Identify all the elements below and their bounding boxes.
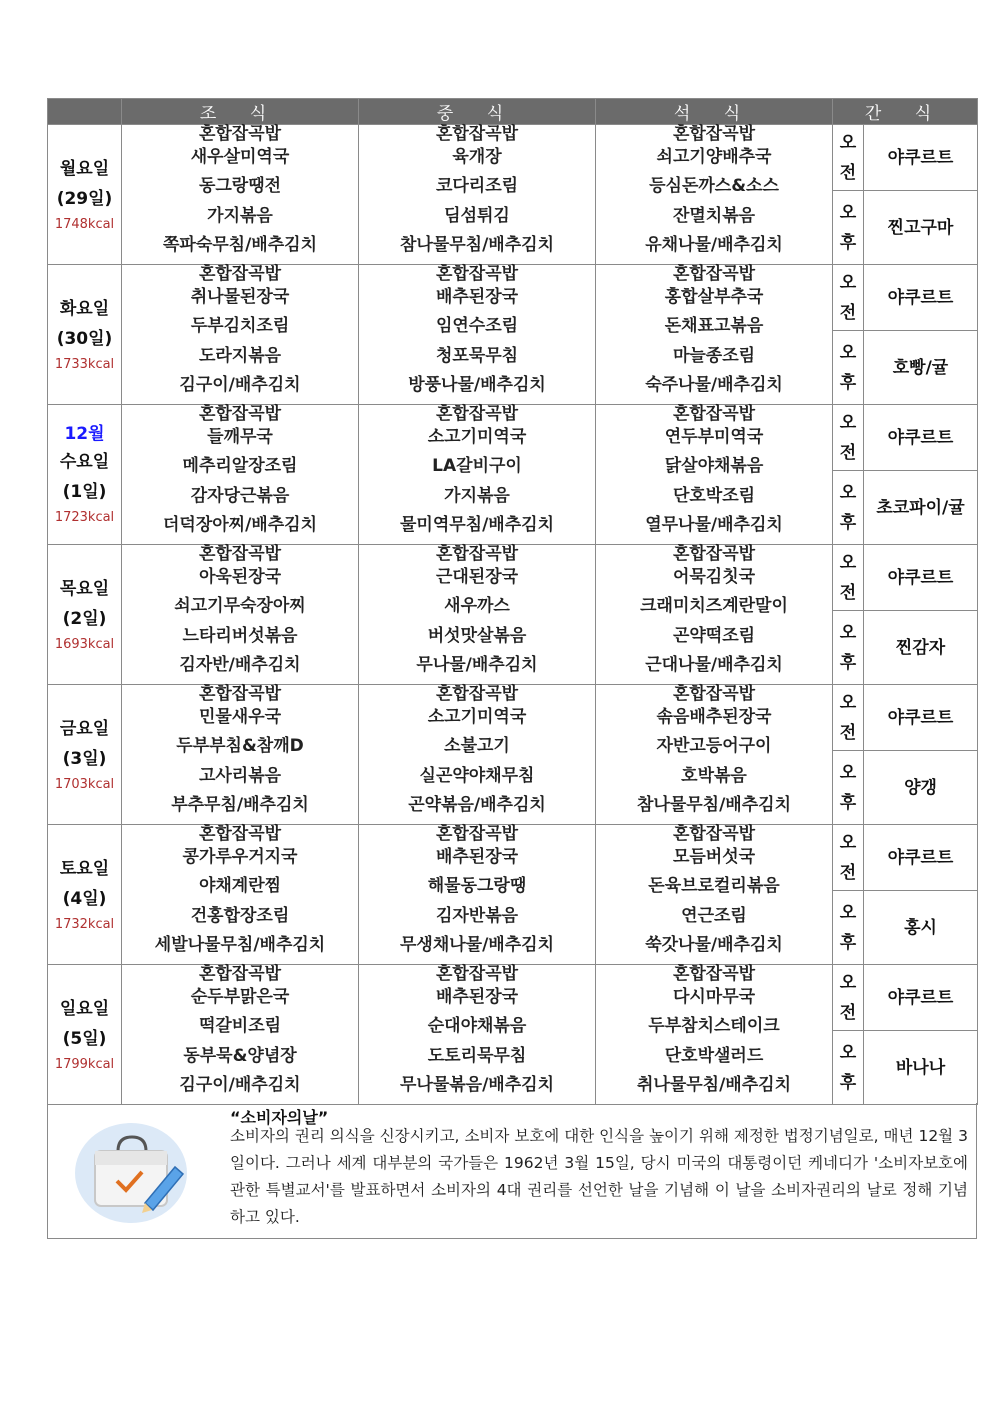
- lunch-cell: [359, 405, 596, 545]
- snack-pm: 찐감자: [864, 611, 978, 685]
- menu-item: 다시마무국: [672, 987, 756, 1007]
- consumer-day-note: [47, 1103, 977, 1239]
- menu-item: 잔멸치볶음: [672, 205, 756, 226]
- day-name: 금요일: [59, 718, 110, 739]
- menu-item: 혼합잡곡밥: [672, 684, 756, 704]
- day-cell: [48, 685, 122, 825]
- menu-item: 야채계란찜: [198, 876, 282, 897]
- menu-body: [48, 125, 978, 1105]
- lunch-cell: [359, 685, 596, 825]
- day-row: [48, 685, 978, 751]
- day-kcal: 1733kcal: [54, 356, 115, 372]
- day-name: 토요일: [59, 858, 110, 879]
- period-am: 오전: [833, 545, 864, 611]
- menu-item: 연두부미역국: [664, 427, 764, 447]
- header-row: [48, 99, 978, 125]
- breakfast-cell: [122, 685, 359, 825]
- menu-item: 민물새우국: [198, 707, 282, 727]
- menu-item: 소불고기: [444, 736, 510, 757]
- day-cell: [48, 405, 122, 545]
- menu-item: 혼합잡곡밥: [198, 264, 282, 284]
- menu-item: 부추무침/배추김치: [171, 795, 309, 816]
- menu-item: 들깨무국: [207, 427, 273, 447]
- menu-item: 혼합잡곡밥: [198, 684, 282, 704]
- menu-item: 곤약떡조림: [672, 625, 756, 646]
- menu-item: 모듬버섯국: [672, 847, 756, 867]
- menu-item: 느타리버섯볶음: [182, 625, 298, 646]
- snack-am: 야쿠르트: [864, 265, 978, 331]
- menu-item: 쑥갓나물/배추김치: [645, 935, 783, 956]
- dinner-cell: [596, 685, 833, 825]
- menu-item: 새우살미역국: [190, 147, 290, 167]
- period-pm: 오후: [833, 471, 864, 545]
- menu-item: 무나물볶음/배추김치: [399, 1075, 554, 1096]
- day-name: 수요일: [59, 451, 110, 472]
- menu-item: 곤약볶음/배추김치: [408, 795, 546, 816]
- period-am: 오전: [833, 685, 864, 751]
- menu-item: LA갈비구이: [432, 456, 522, 477]
- menu-item: 해물동그랑땡: [427, 876, 527, 897]
- menu-item: 가지볶음: [207, 205, 273, 226]
- period-pm: 오후: [833, 1031, 864, 1105]
- menu-item: 닭살야채볶음: [664, 456, 764, 477]
- breakfast-cell: [122, 965, 359, 1105]
- day-row: [48, 125, 978, 191]
- menu-item: 단호박샐러드: [664, 1045, 764, 1066]
- day-kcal: 1799kcal: [54, 1056, 115, 1072]
- period-pm: 오후: [833, 331, 864, 405]
- menu-item: 돈채표고볶음: [664, 316, 764, 337]
- shopping-bag-checklist-icon: [73, 1121, 193, 1226]
- day-row: [48, 405, 978, 471]
- menu-item: 유채나물/배추김치: [645, 235, 783, 256]
- menu-item: 혼합잡곡밥: [435, 544, 519, 564]
- menu-item: 동부묵&양념장: [183, 1045, 297, 1066]
- breakfast-cell: [122, 265, 359, 405]
- menu-item: 코다리조림: [435, 176, 519, 197]
- menu-item: 도토리묵무침: [427, 1045, 527, 1066]
- menu-item: 김구이/배추김치: [179, 375, 301, 396]
- menu-item: 돈육브로컬리볶음: [648, 876, 780, 897]
- note-text: 소비자의 권리 의식을 신장시키고, 소비자 보호에 대한 인식을 높이기 위해 제정한 법정기념일로, 매년 12월 3일이다. 그러나 세계 대부분의 국가들은 1962년 3월 15일, 당시 미국의 대통령이던 케네디가 '소비자보호에 관한 특별교서'를 발표하면서 소비자의 4대 권리를 선언한 날을 기념해 이 날을 소비자권리의 날로 정해 기념하고 있다.: [230, 1127, 968, 1226]
- period-am: 오전: [833, 265, 864, 331]
- day-date: (3일): [62, 748, 107, 769]
- lunch-cell: [359, 965, 596, 1105]
- menu-item: 등심돈까스&소스: [649, 176, 779, 197]
- menu-item: 혼합잡곡밥: [672, 264, 756, 284]
- day-date: (30일): [56, 328, 113, 349]
- menu-item: 새우까스: [444, 596, 510, 617]
- menu-item: 호박볶음: [681, 765, 747, 786]
- header-day: [48, 99, 122, 125]
- menu-item: 혼합잡곡밥: [198, 824, 282, 844]
- menu-item: 두부참치스테이크: [648, 1016, 780, 1037]
- menu-item: 배추된장국: [435, 287, 519, 307]
- menu-item: 고사리볶음: [198, 765, 282, 786]
- period-am: 오전: [833, 965, 864, 1031]
- note-title: “소비자의날”: [230, 1108, 329, 1127]
- menu-item: 순대야채볶음: [427, 1016, 527, 1037]
- menu-item: 김자반볶음: [435, 905, 519, 926]
- weekly-menu-table: [47, 98, 978, 1105]
- menu-item: 메추리알장조림: [182, 456, 298, 477]
- menu-item: 혼합잡곡밥: [198, 544, 282, 564]
- day-cell: [48, 965, 122, 1105]
- period-am: 오전: [833, 125, 864, 191]
- menu-item: 배추된장국: [435, 987, 519, 1007]
- menu-item: 소고기미역국: [427, 427, 527, 447]
- day-row: [48, 965, 978, 1031]
- menu-item: 혼합잡곡밥: [435, 824, 519, 844]
- period-pm: 오후: [833, 611, 864, 685]
- menu-item: 혼합잡곡밥: [435, 404, 519, 424]
- day-row: [48, 825, 978, 891]
- menu-item: 혼합잡곡밥: [435, 124, 519, 144]
- period-am: 오전: [833, 405, 864, 471]
- menu-item: 순두부맑은국: [190, 987, 290, 1007]
- menu-item: 아욱된장국: [198, 567, 282, 587]
- menu-item: 혼합잡곡밥: [435, 684, 519, 704]
- menu-item: 혼합잡곡밥: [435, 264, 519, 284]
- breakfast-cell: [122, 825, 359, 965]
- day-row: [48, 545, 978, 611]
- period-pm: 오후: [833, 891, 864, 965]
- snack-pm: 호빵/귤: [864, 331, 978, 405]
- snack-pm: 찐고구마: [864, 191, 978, 265]
- menu-item: 건홍합장조림: [190, 905, 290, 926]
- day-cell: [48, 825, 122, 965]
- breakfast-cell: [122, 545, 359, 685]
- menu-item: 더덕장아찌/배추김치: [162, 515, 317, 536]
- snack-pm: 초코파이/귤: [864, 471, 978, 545]
- lunch-cell: [359, 265, 596, 405]
- snack-am: 야쿠르트: [864, 405, 978, 471]
- header-snack: 간 식: [833, 99, 978, 125]
- lunch-cell: [359, 825, 596, 965]
- menu-item: 어묵김칫국: [672, 567, 756, 587]
- menu-item: 자반고등어구이: [656, 736, 772, 757]
- menu-item: 두부부침&참깨D: [176, 736, 304, 757]
- header-lunch: 중 식: [359, 99, 596, 125]
- menu-item: 단호박조림: [672, 485, 756, 506]
- day-kcal: 1748kcal: [54, 216, 115, 232]
- day-cell: [48, 265, 122, 405]
- snack-pm: 홍시: [864, 891, 978, 965]
- menu-item: 참나물무침/배추김치: [399, 235, 554, 256]
- menu-item: 쪽파숙무침/배추김치: [162, 235, 317, 256]
- snack-am: 야쿠르트: [864, 685, 978, 751]
- menu-item: 근대된장국: [435, 567, 519, 587]
- menu-item: 임연수조림: [435, 316, 519, 337]
- menu-item: 김자반/배추김치: [179, 655, 301, 676]
- snack-pm: 양갱: [864, 751, 978, 825]
- menu-item: 마늘종조림: [672, 345, 756, 366]
- day-date: (29일): [56, 188, 113, 209]
- day-name: 월요일: [59, 158, 110, 179]
- day-cell: [48, 545, 122, 685]
- month-label: 12월: [64, 423, 105, 444]
- menu-item: 취나물무침/배추김치: [636, 1075, 791, 1096]
- menu-item: 무생채나물/배추김치: [399, 935, 554, 956]
- menu-item: 감자당근볶음: [190, 485, 290, 506]
- menu-item: 혼합잡곡밥: [198, 124, 282, 144]
- menu-item: 크래미치즈계란말이: [640, 596, 788, 617]
- day-kcal: 1693kcal: [54, 636, 115, 652]
- dinner-cell: [596, 825, 833, 965]
- day-name: 목요일: [59, 578, 110, 599]
- dinner-cell: [596, 125, 833, 265]
- breakfast-cell: [122, 125, 359, 265]
- menu-item: 도라지볶음: [198, 345, 282, 366]
- menu-item: 혼합잡곡밥: [672, 124, 756, 144]
- period-pm: 오후: [833, 751, 864, 825]
- snack-pm: 바나나: [864, 1031, 978, 1105]
- period-pm: 오후: [833, 191, 864, 265]
- menu-item: 연근조림: [681, 905, 747, 926]
- menu-item: 혼합잡곡밥: [672, 544, 756, 564]
- menu-item: 숙주나물/배추김치: [645, 375, 783, 396]
- day-name: 화요일: [59, 298, 110, 319]
- day-kcal: 1732kcal: [54, 916, 115, 932]
- day-date: (2일): [62, 608, 107, 629]
- breakfast-cell: [122, 405, 359, 545]
- day-kcal: 1703kcal: [54, 776, 115, 792]
- menu-item: 혼합잡곡밥: [672, 404, 756, 424]
- day-name: 일요일: [59, 998, 110, 1019]
- snack-am: 야쿠르트: [864, 965, 978, 1031]
- menu-item: 육개장: [452, 147, 502, 167]
- menu-item: 혼합잡곡밥: [672, 824, 756, 844]
- menu-item: 콩가루우거지국: [182, 847, 298, 867]
- day-date: (1일): [62, 481, 107, 502]
- menu-item: 열무나물/배추김치: [645, 515, 783, 536]
- menu-item: 물미역무침/배추김치: [399, 515, 554, 536]
- period-am: 오전: [833, 825, 864, 891]
- header-breakfast: 조 식: [122, 99, 359, 125]
- menu-item: 김구이/배추김치: [179, 1075, 301, 1096]
- menu-item: 세발나물무침/배추김치: [154, 935, 326, 956]
- lunch-cell: [359, 125, 596, 265]
- dinner-cell: [596, 965, 833, 1105]
- day-row: [48, 265, 978, 331]
- day-date: (4일): [62, 888, 107, 909]
- dinner-cell: [596, 265, 833, 405]
- menu-item: 혼합잡곡밥: [672, 964, 756, 984]
- menu-item: 방풍나물/배추김치: [408, 375, 546, 396]
- snack-am: 야쿠르트: [864, 545, 978, 611]
- menu-item: 쇠고기무숙장아찌: [174, 596, 306, 617]
- menu-item: 참나물무침/배추김치: [636, 795, 791, 816]
- menu-item: 무나물/배추김치: [416, 655, 538, 676]
- lunch-cell: [359, 545, 596, 685]
- day-date: (5일): [62, 1028, 107, 1049]
- header-dinner: 석 식: [596, 99, 833, 125]
- menu-item: 버섯맛살볶음: [427, 625, 527, 646]
- menu-item: 딤섬튀김: [444, 205, 510, 226]
- menu-item: 떡갈비조림: [198, 1016, 282, 1037]
- menu-item: 혼합잡곡밥: [435, 964, 519, 984]
- menu-item: 실곤약야채무침: [419, 765, 535, 786]
- menu-item: 홍합살부추국: [664, 287, 764, 307]
- dinner-cell: [596, 545, 833, 685]
- dinner-cell: [596, 405, 833, 545]
- menu-item: 혼합잡곡밥: [198, 964, 282, 984]
- menu-item: 혼합잡곡밥: [198, 404, 282, 424]
- menu-item: 가지볶음: [444, 485, 510, 506]
- menu-item: 근대나물/배추김치: [645, 655, 783, 676]
- menu-item: 동그랑땡전: [198, 176, 282, 197]
- day-kcal: 1723kcal: [54, 509, 115, 525]
- day-cell: [48, 125, 122, 265]
- menu-item: 배추된장국: [435, 847, 519, 867]
- menu-item: 쇠고기양배추국: [656, 147, 772, 167]
- snack-am: 야쿠르트: [864, 125, 978, 191]
- menu-item: 두부김치조림: [190, 316, 290, 337]
- menu-item: 청포묵무침: [435, 345, 519, 366]
- menu-item: 솎음배추된장국: [656, 707, 772, 727]
- menu-item: 취나물된장국: [190, 287, 290, 307]
- snack-am: 야쿠르트: [864, 825, 978, 891]
- menu-item: 소고기미역국: [427, 707, 527, 727]
